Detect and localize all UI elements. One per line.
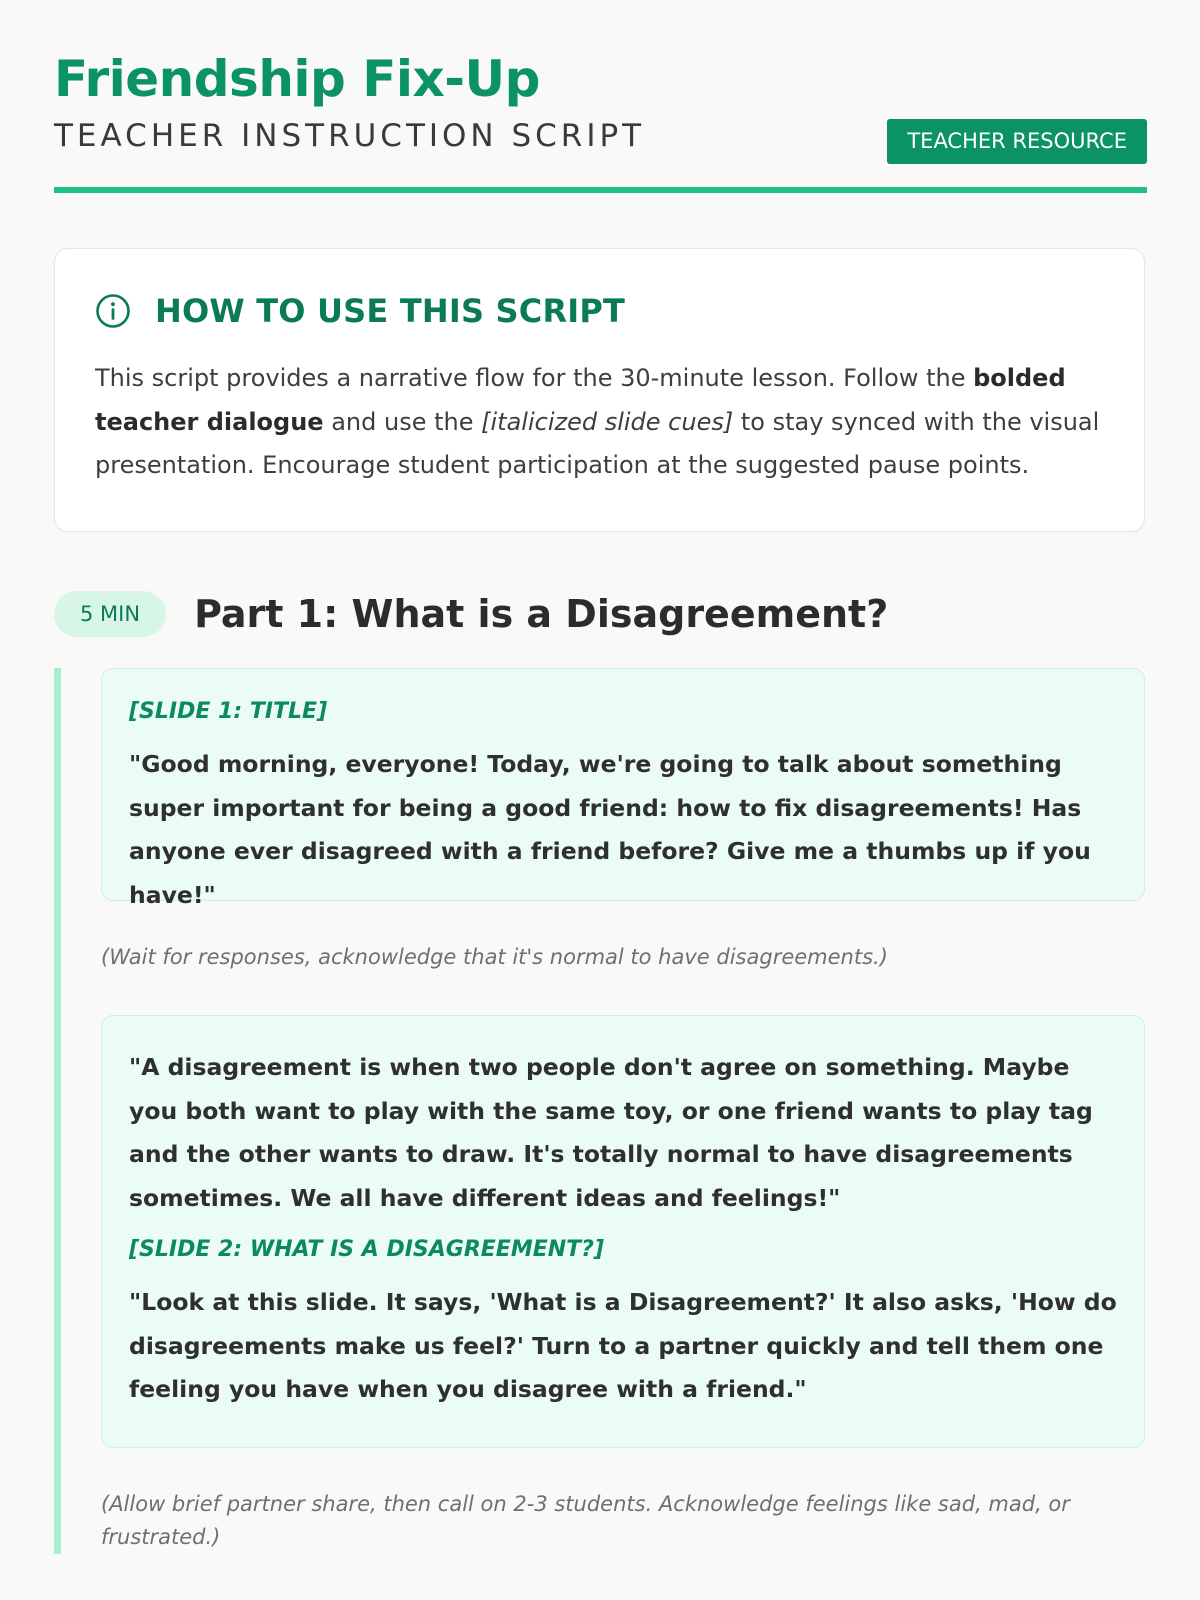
stage-direction: (Wait for responses, acknowledge that it's normal to have disagreements.): [101, 945, 888, 969]
document-title: Friendship Fix-Up: [54, 50, 540, 108]
teacher-dialogue: "A disagreement is when two people don't agree on something. Maybe you both want to play with the same toy, or one friend wants to play tag and the other wants to draw. It's totally normal to have disagreements sometimes. We all have different ideas and feelings!": [129, 1053, 1093, 1212]
dialogue-block: [101, 668, 1145, 909]
part-1-heading: [54, 591, 888, 637]
part-1-title: Part 1: What is a Disagreement?: [194, 592, 889, 636]
document-page: [54, 0, 1147, 1549]
slide-cue: [SLIDE 2: WHAT IS A DISAGREEMENT?]: [129, 1237, 604, 1262]
how-to-use-text-part: This script provides a narrative flow for the 30-minute lesson. Follow the: [95, 364, 974, 392]
teacher-resource-badge: TEACHER RESOURCE: [887, 119, 1147, 164]
document-header: [54, 0, 1147, 194]
how-to-use-heading: [95, 291, 1104, 331]
teacher-dialogue: "Good morning, everyone! Today, we're going to talk about something super important for being a good friend: how to fix disagreements! Has anyone ever disagreed with a friend before? Give me a thumbs up if you have!": [129, 750, 1091, 909]
document-subtitle: TEACHER INSTRUCTION SCRIPT: [54, 118, 646, 154]
teacher-dialogue: "Look at this slide. It says, 'What is a Disagreement?' It also asks, 'How do disagreements make us feel?' Turn to a partner quickly and tell them one feeling you have when you disagree with a friend.": [129, 1288, 1117, 1403]
how-to-use-text: [95, 357, 1105, 488]
how-to-use-title: HOW TO USE THIS SCRIPT: [155, 292, 626, 330]
how-to-use-text-part: to stay synced with the visual presentation. Encourage student participation at the suggested pause points.: [95, 407, 1100, 479]
how-to-use-text-part: and use the: [323, 407, 482, 436]
time-badge: 5 MIN: [54, 591, 166, 637]
stage-direction: (Allow brief partner share, then call on 2-3 students. Acknowledge feelings like sad, mad, or frustrated.): [101, 1492, 1070, 1549]
script-section-rail: [54, 668, 61, 1554]
header-divider: [54, 187, 1147, 193]
how-to-use-text-italic: [italicized slide cues]: [481, 407, 734, 436]
slide-cue: [SLIDE 1: TITLE]: [129, 699, 328, 724]
how-to-use-text-bold: bolded teacher dialogue: [95, 364, 1066, 436]
info-circle-icon: [95, 293, 131, 329]
dialogue-block: [101, 1015, 1145, 1448]
how-to-use-card: [54, 248, 1145, 532]
